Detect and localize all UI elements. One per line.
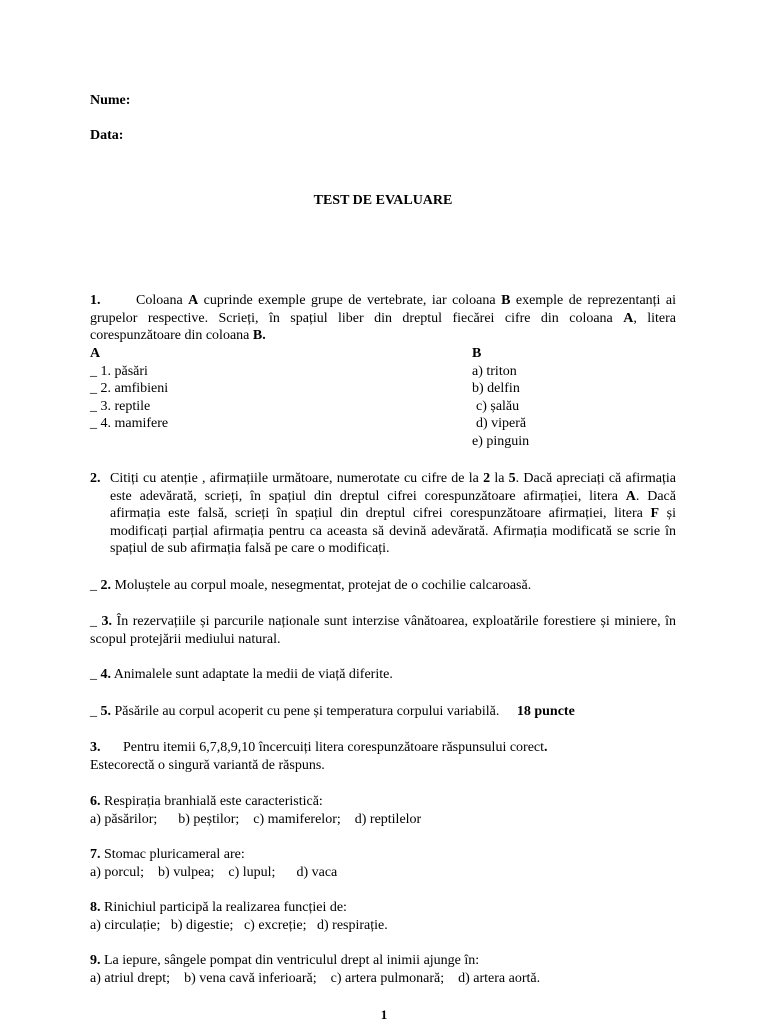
statement-4: _ 4. Animalele sunt adaptate la medii de viață diferite. <box>90 667 393 682</box>
question-3-number: 3. <box>90 740 101 755</box>
points-label: 18 puncte <box>516 704 575 719</box>
matching-row <box>90 398 676 416</box>
item-6-options: a) păsărilor; b) peștilor; c) mamiferelor; d) reptilelor <box>90 811 422 827</box>
matching-row <box>90 433 676 451</box>
column-a-item: _ 2. amfibieni <box>90 381 169 396</box>
column-b-item: d) viperă <box>476 416 527 431</box>
statement-2: _ 2. Moluștele au corpul moale, nesegmentat, protejat de o cochilie calcaroasă. <box>90 578 532 593</box>
item-7: 7. Stomac pluricameral are: a) porcul; b) vulpea; c) lupul; d) vaca <box>90 846 676 881</box>
item-9-options: a) atriul drept; b) vena cavă inferioară; c) artera pulmonară; d) artera aortă. <box>90 970 541 986</box>
statement-3: _ 3. În rezervațiile și parcurile naționale sunt interzise vânătoarea, exploatările forestiere și miniere, în scopul protejării mediului natural. <box>90 614 676 647</box>
page-number: 1 <box>380 1007 388 1022</box>
matching-row <box>90 380 676 398</box>
item-6: 6. Respirația branhială este caracteristică: a) păsărilor; b) peștilor; c) mamiferelor; d) reptilelor <box>90 793 676 828</box>
item-9: 9. La iepure, sângele pompat din ventriculul drept al inimii ajunge în: a) atriul drept; b) vena cavă inferioară; c) artera pulmonară; d) artera aortă. <box>90 952 676 987</box>
matching-row <box>90 363 676 381</box>
column-a-item: _ 4. mamifere <box>90 416 169 431</box>
question-3-instructions: 3. Pentru itemii 6,7,8,9,10 încercuiți litera corespunzătoare răspunsului corect. Estecorectă o singură variantă de răspuns. <box>90 740 548 773</box>
matching-row <box>90 415 676 433</box>
name-label: Nume: <box>90 93 131 108</box>
page-title: TEST DE EVALUARE <box>313 193 453 208</box>
question-1-number: 1. <box>90 293 101 308</box>
item-8-options: a) circulație; b) digestie; c) excreție; d) respirație. <box>90 917 388 933</box>
matching-table <box>90 345 676 450</box>
item-7-options: a) porcul; b) vulpea; c) lupul; d) vaca <box>90 864 338 880</box>
question-2-number: 2. <box>90 471 101 486</box>
question-1-intro: 1. Coloana A cuprinde exemple grupe de vertebrate, iar coloana B exemple de reprezentanți ai grupelor respective. Scrieți, în spațiul liber din dreptul fiecărei cifre din coloana A, litera corespunzătoare din coloana B. <box>90 293 676 343</box>
item-8: 8. Rinichiul participă la realizarea funcției de: a) circulație; b) digestie; c) excreție; d) respirație. <box>90 899 676 934</box>
date-label: Data: <box>90 128 124 143</box>
question-2-instructions: 2. Citiți cu atenție , afirmațiile următoare, numerotate cu cifre de la 2 la 5. Dacă apreciați că afirmația este adevărată, scrieți, în spațiul din dreptul cifrei corespunzătoare afirmației, litera A. Dacă afirmația este falsă, scrieți în spațiul din dreptul cifrei corespunzătoare afirmației, litera F și modificați parțial afirmația pentru ca aceasta să devină adevărată. Afirmația modificată se scrie în spațiul de sub afirmația falsă pe care o modificați. <box>90 471 676 556</box>
column-a-item: _ 1. păsări <box>90 363 148 379</box>
column-a-item: _ 3. reptile <box>90 398 151 414</box>
column-b-item: c) șalău <box>476 398 520 414</box>
column-b-header: B <box>472 346 482 361</box>
column-a-header: A <box>90 346 101 361</box>
column-b-item: a) triton <box>472 363 517 379</box>
column-b-item: b) delfin <box>472 381 520 396</box>
statement-5: _ 5. Păsările au corpul acoperit cu pene și temperatura corpului variabilă. 18 puncte <box>90 704 575 719</box>
matching-header-row <box>90 345 676 363</box>
column-b-item: e) pinguin <box>472 433 530 449</box>
